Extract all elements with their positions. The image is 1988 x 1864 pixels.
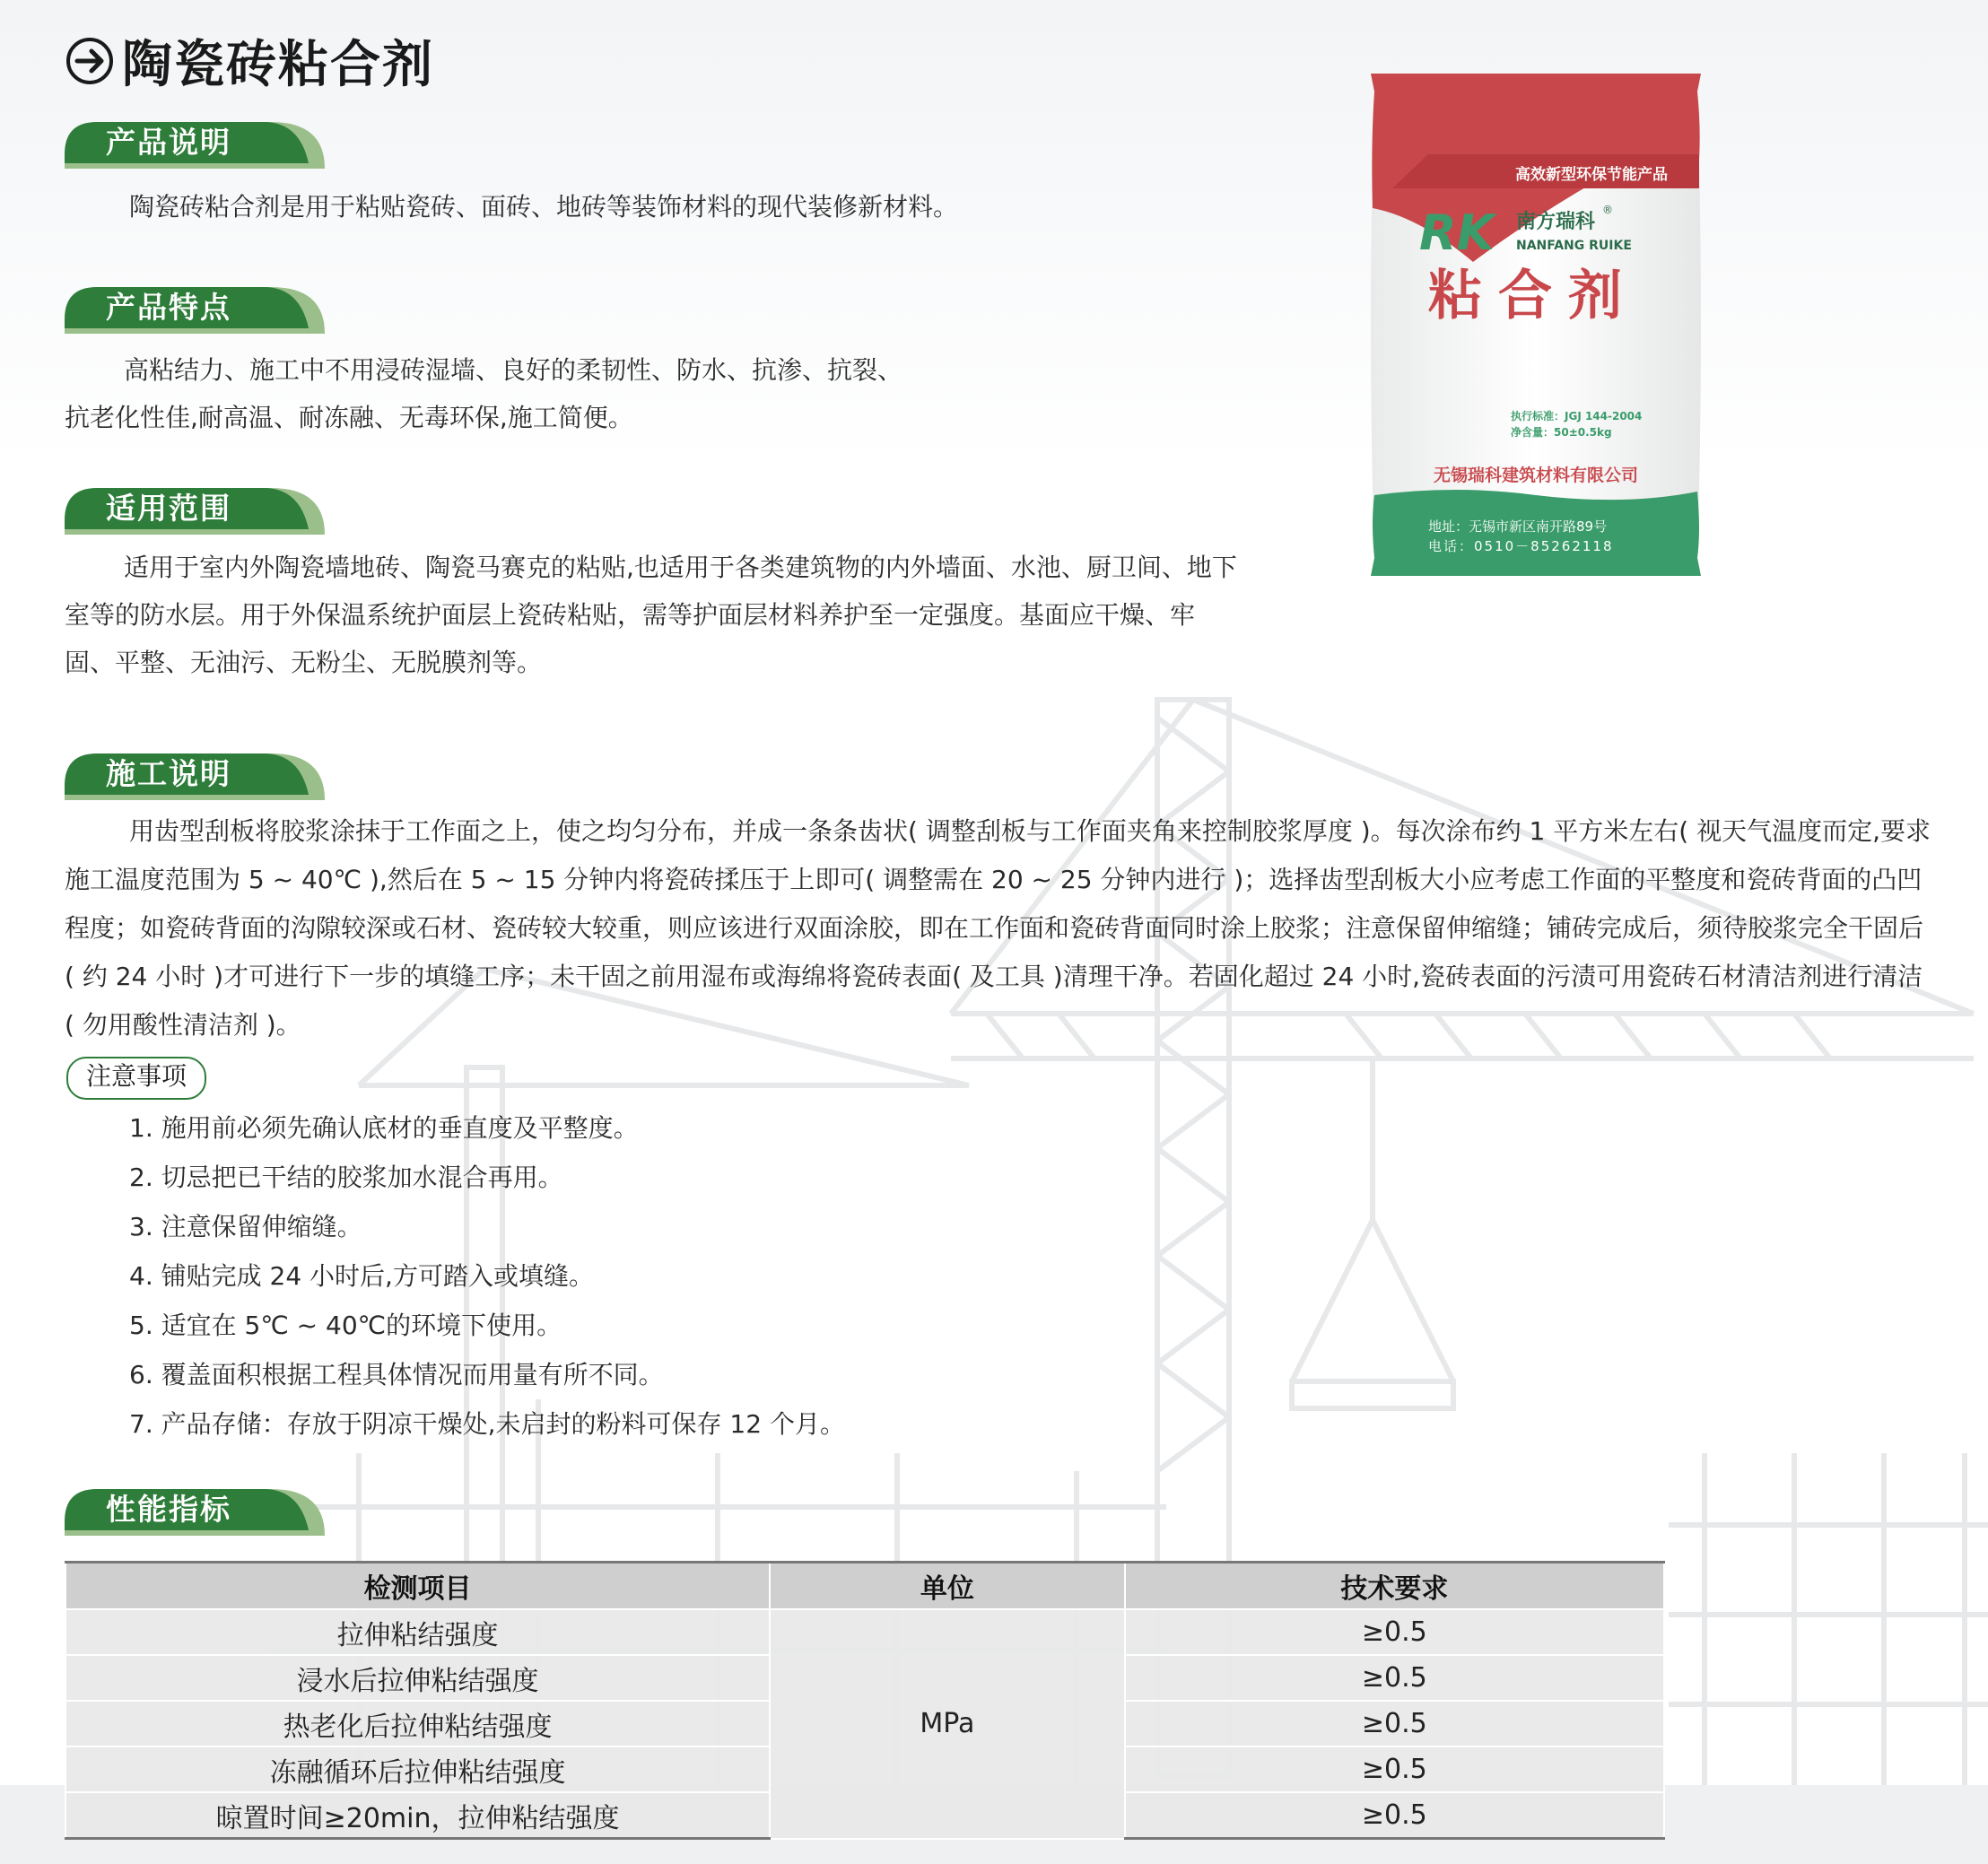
- cell-item: 拉伸粘结强度: [65, 1609, 770, 1655]
- cell-requirement: ≥0.5: [1125, 1609, 1664, 1655]
- list-item: 3. 注意保留伸缩缝。: [129, 1212, 362, 1241]
- bag-tagline: 高效新型环保节能产品: [1515, 166, 1668, 184]
- page-title: [65, 25, 434, 97]
- scope-text: 适用于室内外陶瓷墙地砖、陶瓷马赛克的粘贴,也适用于各类建筑物的内外墙面、水池、厨卫间、地下室等的防水层。用于外保温系统护面层上瓷砖粘贴，需等护面层材料养护至一定强度。基面应干燥、牢固、平整、无油污、无粉尘、无脱膜剂等。: [65, 553, 1237, 677]
- bag-product-name: 粘合剂: [1428, 265, 1638, 327]
- header-requirement: 技术要求: [1125, 1563, 1664, 1610]
- cell-requirement: ≥0.5: [1125, 1792, 1664, 1839]
- section-tab-description: [65, 122, 325, 169]
- list-item: 5. 适宜在 5℃ ~ 40℃的环境下使用。: [129, 1311, 562, 1340]
- list-item: 4. 铺贴完成 24 小时后,方可踏入或填缝。: [129, 1261, 594, 1291]
- bag-phone: 电话：0510－85262118: [1428, 538, 1614, 554]
- cell-requirement: ≥0.5: [1125, 1746, 1664, 1792]
- features-text: [65, 346, 1240, 441]
- product-bag-image: [1365, 74, 1706, 576]
- cell-item: 浸水后拉伸粘结强度: [65, 1655, 770, 1701]
- registered-mark: ®: [1602, 204, 1613, 216]
- description-text: 陶瓷砖粘合剂是用于粘贴瓷砖、面砖、地砖等装饰材料的现代装修新材料。: [129, 192, 959, 222]
- bag-company: 无锡瑞科建筑材料有限公司: [1433, 466, 1639, 485]
- list-item: 6. 覆盖面积根据工程具体情况而用量有所不同。: [129, 1360, 664, 1389]
- notes-list: [129, 1103, 845, 1449]
- cell-requirement: ≥0.5: [1125, 1655, 1664, 1701]
- table-row: [65, 1609, 1664, 1655]
- cell-item: 热老化后拉伸粘结强度: [65, 1701, 770, 1746]
- cell-item: 晾置时间≥20min，拉伸粘结强度: [65, 1792, 770, 1839]
- notes-heading: 注意事项: [66, 1057, 206, 1100]
- list-item: 1. 施用前必须先确认底材的垂直度及平整度。: [129, 1113, 639, 1143]
- header-unit: 单位: [770, 1563, 1125, 1610]
- performance-table: [65, 1561, 1665, 1840]
- bag-standard: 执行标准：JGJ 144-2004: [1511, 410, 1643, 422]
- features-line-2: 抗老化性佳,耐高温、耐冻融、无毒环保,施工简便。: [65, 403, 633, 432]
- section-heading: 施工说明: [106, 756, 231, 791]
- section-tab-performance: [65, 1489, 325, 1536]
- list-item: 7. 产品存储：存放于阴凉干燥处,未启封的粉料可保存 12 个月。: [129, 1409, 845, 1439]
- cell-unit: MPa: [770, 1609, 1125, 1839]
- features-line-1: 高粘结力、施工中不用浸砖湿墙、良好的柔韧性、防水、抗渗、抗裂、: [124, 355, 903, 385]
- page-title-text: 陶瓷砖粘合剂: [122, 36, 434, 94]
- brand-name-cn: 南方瑞科: [1516, 211, 1596, 233]
- section-tab-construction: [65, 753, 325, 800]
- cell-item: 冻融循环后拉伸粘结强度: [65, 1746, 770, 1792]
- cell-requirement: ≥0.5: [1125, 1701, 1664, 1746]
- brand-logo: RK: [1419, 205, 1495, 261]
- brand-name-en: NANFANG RUIKE: [1516, 239, 1632, 253]
- header-item: 检测项目: [65, 1563, 770, 1610]
- arrow-right-circle-icon: [65, 36, 115, 86]
- list-item: 2. 切忌把已干结的胶浆加水混合再用。: [129, 1163, 563, 1192]
- section-heading: 性能指标: [106, 1492, 231, 1527]
- table-header-row: [65, 1563, 1664, 1610]
- section-heading: 适用范围: [106, 491, 231, 526]
- section-heading: 产品说明: [106, 125, 231, 160]
- construction-text: 用齿型刮板将胶浆涂抹于工作面之上，使之均匀分布，并成一条条齿状( 调整刮板与工作面夹角来控制胶浆厚度 )。每次涂布约 1 平方米左右( 视天气温度而定,要求施工温度范围为 5 ~ 40℃ ),然后在 5 ~ 15 分钟内将瓷砖揉压于上即可( 调整需在 20 ~ 25 分钟内进行 )；选择齿型刮板大小应考虑工作面的平整度和瓷砖背面的凸凹程度；如瓷砖背面的沟隙较深或石材、瓷砖较大较重，则应该进行双面涂胶，即在工作面和瓷砖背面同时涂上胶浆；注意保留伸缩缝；铺砖完成后，须待胶浆完全干固后( 约 24 小时 )才可进行下一步的填缝工序；未干固之前用湿布或海绵将瓷砖表面( 及工具 )清理干净。若固化超过 24 小时,瓷砖表面的污渍可用瓷砖石材清洁剂进行清洁( 勿用酸性清洁剂 )。: [65, 816, 1931, 1040]
- section-heading: 产品特点: [106, 290, 231, 325]
- section-tab-scope: [65, 488, 325, 535]
- section-tab-features: [65, 287, 325, 334]
- bag-net-weight: 净含量：50±0.5kg: [1511, 426, 1612, 439]
- bag-address: 地址：无锡市新区南开路89号: [1428, 518, 1608, 535]
